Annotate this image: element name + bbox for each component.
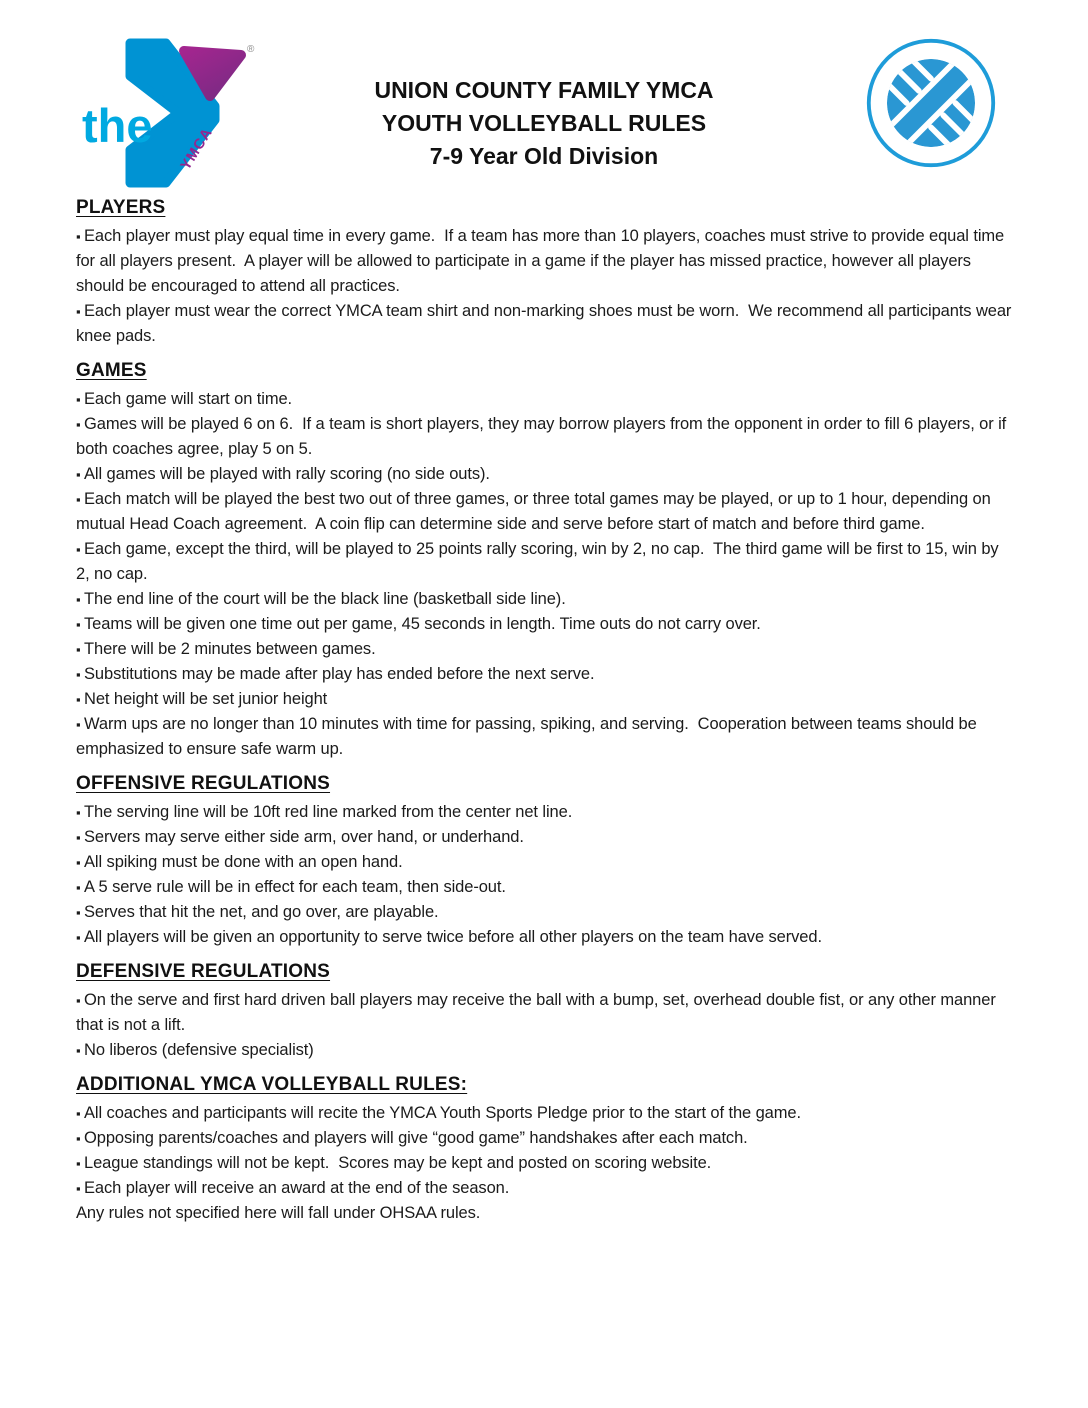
rule-item: ▪ Warm ups are no longer than 10 minutes with time for passing, spiking, and serving. Cooperation between teams should be emphasized to ensure safe warm up. (76, 712, 1013, 762)
rule-item: ▪ Games will be played 6 on 6. If a team is short players, they may borrow players from the opponent in order to fill 6 players, or if both coaches agree, play 5 on 5. (76, 412, 1013, 462)
logo-the-text: the (82, 99, 153, 152)
section-heading: GAMES (76, 360, 147, 381)
section-heading: PLAYERS (76, 197, 166, 218)
ymca-logo (78, 38, 258, 188)
rule-item: ▪ On the serve and first hard driven ball players may receive the ball with a bump, set, overhead double fist, or any other manner that is not a lift. (76, 988, 1013, 1038)
rule-item: ▪ All coaches and participants will recite the YMCA Youth Sports Pledge prior to the start of the game. (76, 1101, 1013, 1126)
rule-item: ▪ Each player will receive an award at the end of the season. (76, 1176, 1013, 1201)
title-line-3: 7-9 Year Old Division (429, 143, 659, 169)
rules-sections (0, 197, 1088, 1226)
volleyball-icon (864, 36, 998, 170)
rule-item: ▪ Servers may serve either side arm, over hand, or underhand. (76, 825, 1013, 850)
rule-item: ▪ A 5 serve rule will be in effect for each team, then side-out. (76, 875, 1013, 900)
section-heading: ADDITIONAL YMCA VOLLEYBALL RULES: (76, 1074, 468, 1095)
volleyball-graphic (864, 36, 998, 170)
rule-item: ▪ Each match will be played the best two out of three games, or three total games may be played, or up to 1 hour, depending on mutual Head Coach agreement. A coin flip can determine side and serve before start of match and before third game. (76, 487, 1013, 537)
rule-item: ▪ The serving line will be 10ft red line marked from the center net line. (76, 800, 1013, 825)
document-header (0, 0, 1088, 197)
rule-item: ▪ No liberos (defensive specialist) (76, 1038, 1013, 1063)
rule-item: ▪ Each game will start on time. (76, 387, 1013, 412)
section-heading: DEFENSIVE REGULATIONS (76, 961, 331, 982)
rule-item: ▪ Substitutions may be made after play has ended before the next serve. (76, 662, 1013, 687)
rule-item: ▪ Serves that hit the net, and go over, are playable. (76, 900, 1013, 925)
rule-item: ▪ Each player must wear the correct YMCA team shirt and non-marking shoes must be worn. We recommend all participants wear knee pads. (76, 299, 1013, 349)
rules-section (76, 961, 1013, 1063)
rule-item: ▪ All spiking must be done with an open hand. (76, 850, 1013, 875)
ymca-logo-graphic (78, 38, 258, 188)
rules-section (76, 197, 1016, 349)
title-line-2: YOUTH VOLLEYBALL RULES (381, 110, 707, 136)
rule-item: ▪ All games will be played with rally scoring (no side outs). (76, 462, 1013, 487)
rules-section (76, 360, 1013, 762)
registered-trademark-icon: ® (247, 44, 255, 55)
rules-section (76, 1074, 1013, 1226)
rules-section (76, 773, 1013, 950)
rule-item: ▪ Teams will be given one time out per game, 45 seconds in length. Time outs do not carry over. (76, 612, 1013, 637)
closing-note: Any rules not specified here will fall under OHSAA rules. (76, 1204, 481, 1222)
logo-ymca-text: YMCA (177, 125, 217, 174)
rule-item: ▪ Net height will be set junior height (76, 687, 1013, 712)
rule-item: ▪ Each game, except the third, will be played to 25 points rally scoring, win by 2, no cap. The third game will be first to 15, win by 2, no cap. (76, 537, 1013, 587)
section-heading: OFFENSIVE REGULATIONS (76, 773, 331, 794)
rule-item: ▪ League standings will not be kept. Scores may be kept and posted on scoring website. (76, 1151, 1013, 1176)
rule-item: ▪ Each player must play equal time in every game. If a team has more than 10 players, coaches must strive to provide equal time for all players present. A player will be allowed to participate in a game if the player has missed practice, however all players should be encouraged to attend all practices. (76, 224, 1013, 299)
rule-item: ▪ Opposing parents/coaches and players will give “good game” handshakes after each match. (76, 1126, 1013, 1151)
document-title (374, 74, 713, 173)
rule-item: ▪ The end line of the court will be the black line (basketball side line). (76, 587, 1013, 612)
rule-item: ▪ All players will be given an opportunity to serve twice before all other players on the team have served. (76, 925, 1013, 950)
title-line-1: UNION COUNTY FAMILY YMCA (374, 77, 714, 103)
rule-item: ▪ There will be 2 minutes between games. (76, 637, 1013, 662)
